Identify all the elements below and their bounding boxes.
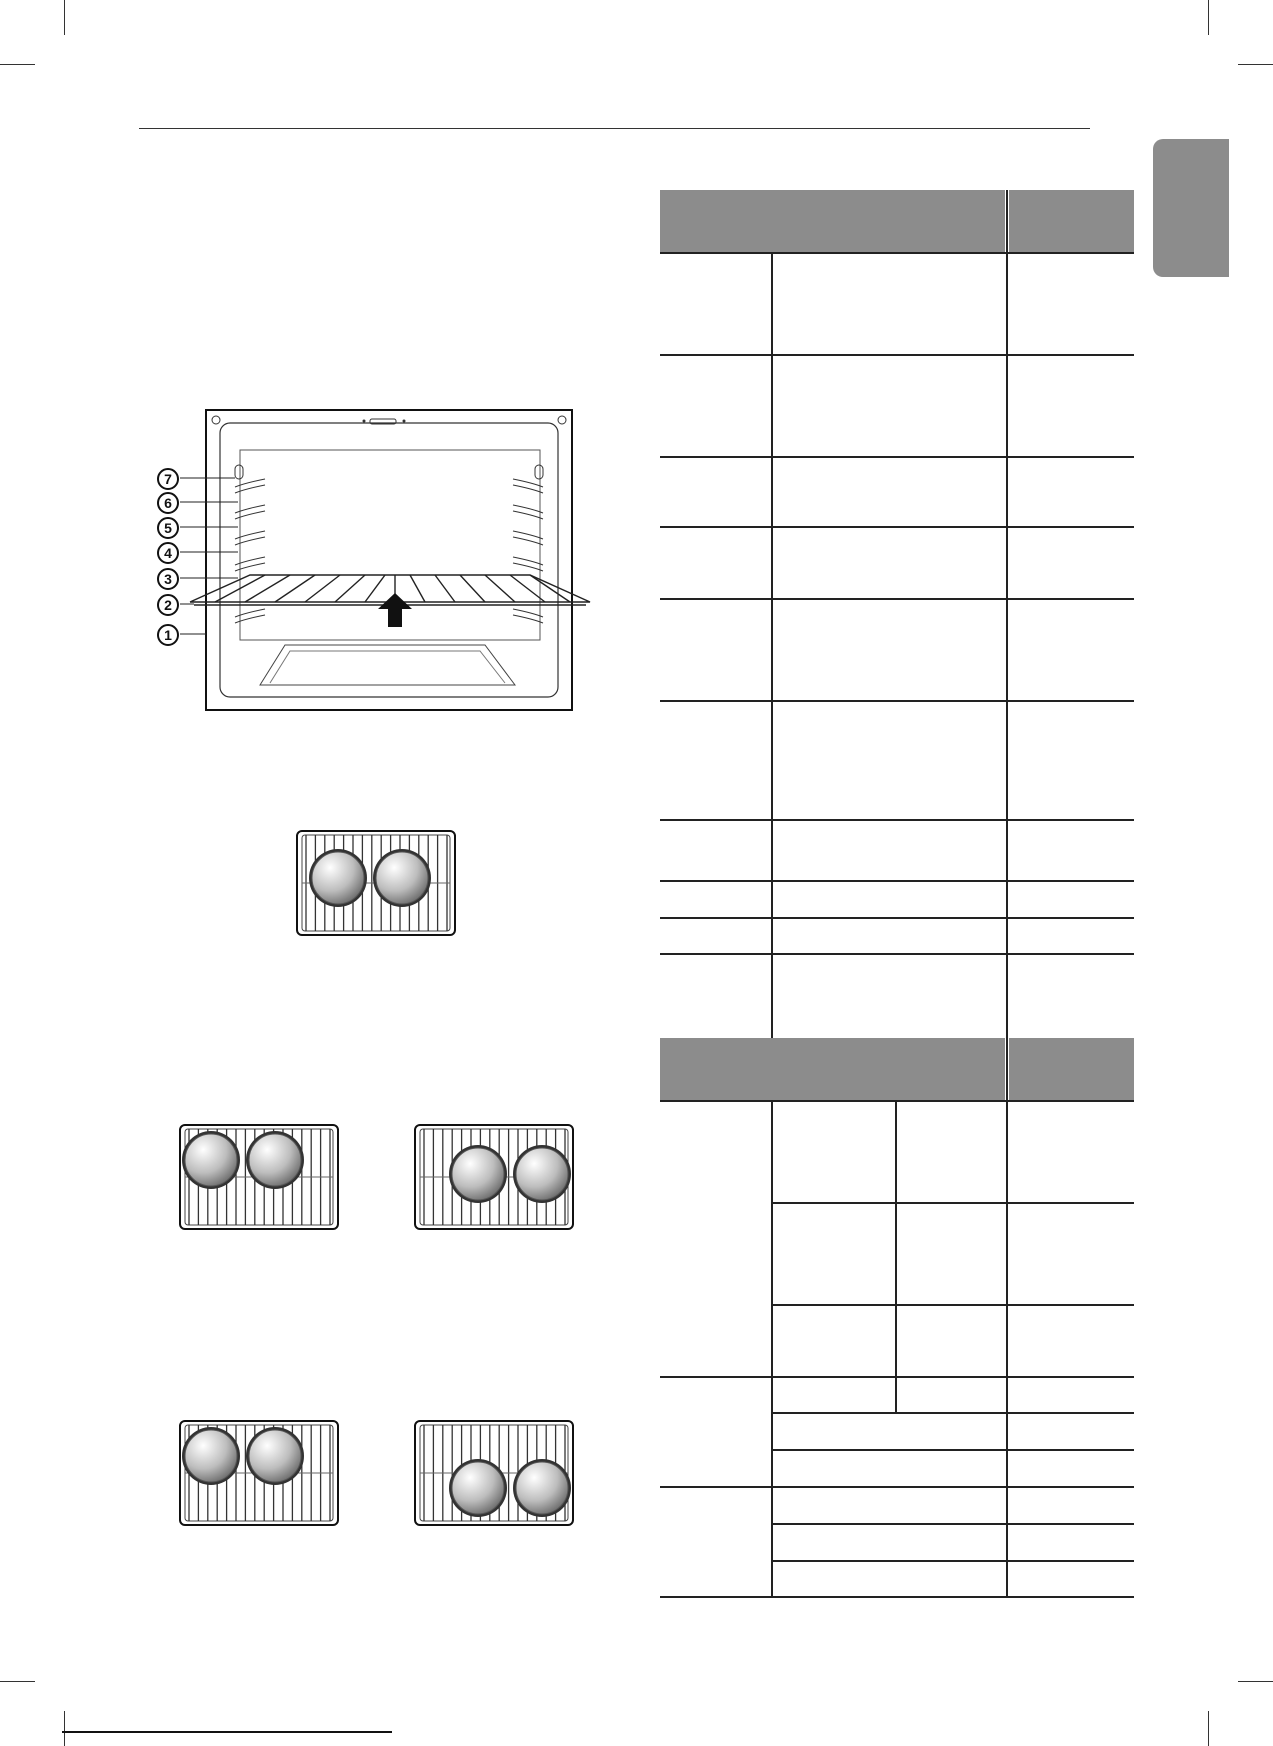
crop-mark xyxy=(0,64,35,65)
crop-mark xyxy=(1238,64,1273,65)
cooking-table-2 xyxy=(660,1038,1134,1600)
crop-mark xyxy=(0,1681,35,1682)
table-header xyxy=(660,190,1005,252)
oven-rack-icon xyxy=(177,1122,341,1232)
oven-rack-icon xyxy=(412,1418,576,1528)
crop-mark xyxy=(64,0,65,35)
footer-rule xyxy=(62,1731,392,1733)
rack-position-label: 3 xyxy=(157,568,179,590)
table-header xyxy=(1009,190,1134,252)
rack-position-label: 7 xyxy=(157,468,179,490)
rack-position-label: 2 xyxy=(157,594,179,616)
header-rule xyxy=(139,128,1090,129)
rack-position-label: 1 xyxy=(157,624,179,646)
crop-mark xyxy=(1208,0,1209,35)
rack-position-label: 5 xyxy=(157,517,179,539)
crop-mark xyxy=(1238,1681,1273,1682)
rack-position-label: 4 xyxy=(157,542,179,564)
oven-rack-icon xyxy=(412,1122,576,1232)
rack-position-label: 6 xyxy=(157,492,179,514)
cooking-table-1 xyxy=(660,190,1134,955)
crop-mark xyxy=(1208,1711,1209,1746)
table-header xyxy=(660,1038,1005,1100)
oven-diagram xyxy=(150,405,595,715)
table-header xyxy=(1009,1038,1134,1100)
oven-rack-icon xyxy=(294,828,458,938)
crop-mark xyxy=(64,1711,65,1746)
language-tab xyxy=(1153,139,1229,277)
oven-rack-icon xyxy=(177,1418,341,1528)
